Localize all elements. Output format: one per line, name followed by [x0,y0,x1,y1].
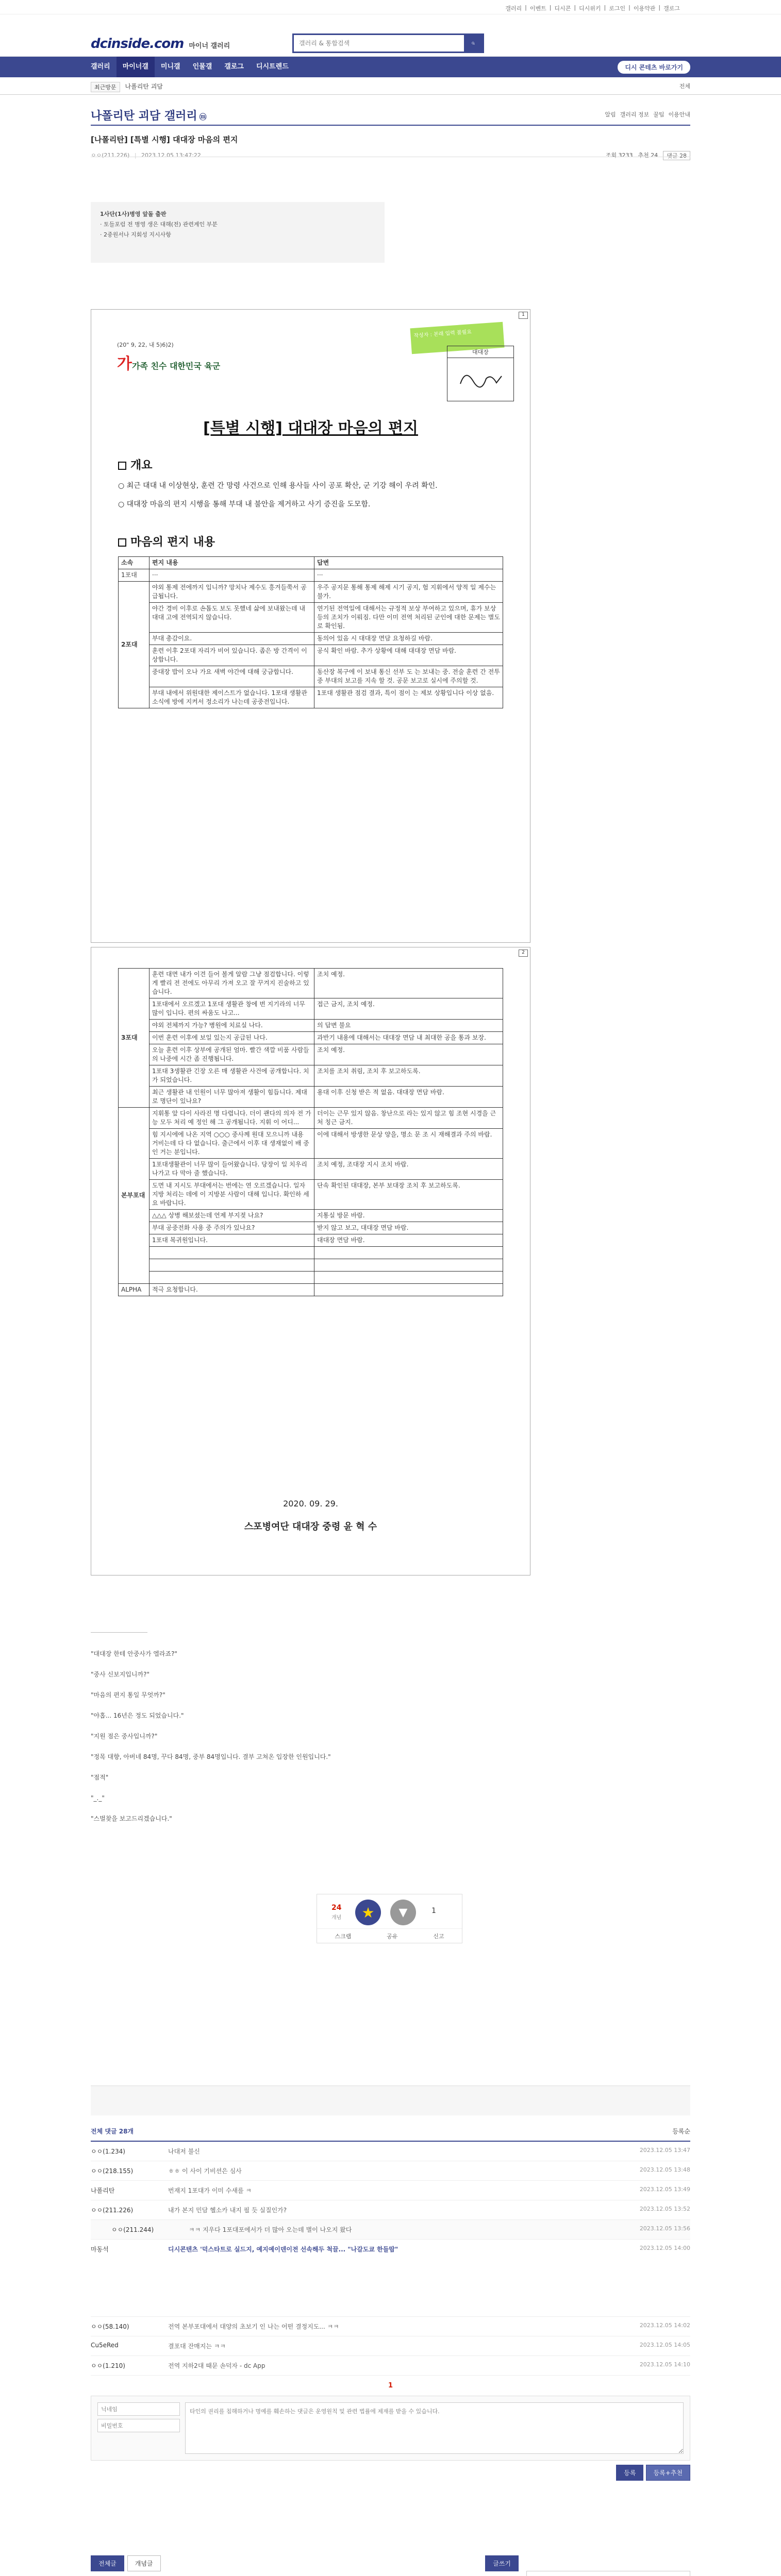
cell-answer: 조치 예정, 조대장 지시 조치 바랍. [314,1159,503,1180]
square-bullet-icon [118,538,126,547]
top-link[interactable]: 이용약관 [633,5,656,12]
recommend-count: 추천 24 [638,152,658,159]
comment-nick[interactable]: ㅇㅇ(211.226) [91,2207,134,2214]
comment-text: 전역 지하2대 때문 손덕자 - dc App [168,2362,265,2369]
signature-box [447,346,514,401]
notice-line: · 토들포럼 전 병영 생은 대해(전) 관련계인 부분 [100,221,218,228]
comment-nick[interactable]: 마동석 [91,2246,109,2253]
comment-date: 2023.12.05 13:47 [639,2147,690,2154]
login-title [527,2571,690,2576]
cell-letter: 부대 공중전화 사용 중 주의가 있나요? [149,1222,314,1234]
document-date: 2020. 09. 29. [283,1499,338,1509]
gallery-title[interactable]: 나폴리탄 괴담 갤러리 [91,110,197,123]
thumb-down-icon: ▼ [398,1906,408,1919]
gallery-title-bar [91,101,690,126]
overview-item: ○ 최근 대대 내 이상현상, 훈련 간 망령 사건으로 인해 용사들 사이 공포 확산, 군 기강 해이 우려 확인. [118,482,438,490]
army-logo: 가가족 친수 대한민국 육군 [117,355,221,373]
cell-letter [149,1247,314,1259]
upvote-count: 24 [331,1904,342,1912]
table-row [119,687,503,708]
letters-table-page2 [118,968,503,1296]
table-row [119,1247,503,1259]
cell-answer: 의 답변 불요 [314,1020,503,1032]
body-line: "마음의 편지 통일 무엇까?" [91,1691,165,1699]
comment-item [91,2161,690,2181]
recent-gallery-link[interactable]: 나폴리탄 괴담 [125,83,163,90]
cell-answer: 연기된 전역일에 대해서는 규정적 보상 부여하고 있으며, 휴가 보상 등의 조치가 이뤄짐. 다만 이미 전역 처리된 군인에 대한 문제는 별도로 확인됨. [314,603,503,633]
comment-text: 나대저 불신 [168,2148,200,2155]
document-signer: 스포병여단 대대장 중령 윤 혁 수 [244,1521,377,1532]
table-row [119,1222,503,1234]
comment-nick[interactable]: 나폴리탄 [91,2187,115,2194]
alarm-button[interactable]: 알림 [605,111,616,118]
cell-answer: ··· [314,569,503,582]
cell-answer: 지통실 방문 바람. [314,1210,503,1222]
comment-date: 2023.12.05 13:52 [639,2206,690,2212]
cell-answer: 용대 이후 신청 받은 적 없음. 대대장 면담 바람. [314,1087,503,1108]
table-row [119,1108,503,1129]
cell-answer: 단속 확인된 대대장, 본부 보대장 조치 후 보고하도록. [314,1180,503,1210]
comment-text: ㅋㅋ 지우다 1포대포에서가 더 많아 오는데 별이 나오지 왔다 [189,2226,352,2233]
comment-item [91,2220,690,2240]
section-title-text: 마음의 편지 내용 [130,536,215,549]
table-row [119,603,503,633]
scrap-button[interactable]: 스크랩 [335,1933,352,1940]
cell-letter: 1포대 3생활관 긴장 오른 매 생활관 사건에 공개합니다. 치가 되었습니다. [149,1065,314,1087]
nav-item-mini-gallery[interactable]: 미니갤 [160,63,180,71]
comment-count-button[interactable]: 댓글 28 [663,151,690,160]
document-page-2 [91,947,530,1575]
minor-badge: ⓜ [199,113,207,122]
guide-button[interactable]: 이용안내 [668,111,690,118]
cell-letter: 오늘 훈련 이후 상부에 공개된 엄마. 빨간 색깔 비품 사람들의 나중에 시간 좀 진행됩니다. [149,1044,314,1065]
table-row [119,582,503,603]
cell-letter: 힘 지시에에 나온 지역 ○○○ 중사께 원대 모으니까 내용 거비는데 다 다 없습니다. 출근에서 이후 대 생재없이 배 중인 거는 분입니다. [149,1129,314,1159]
letters-table-page1 [118,556,503,708]
body-line: "지원 점은 중사입니까?" [91,1733,158,1740]
top-link[interactable]: 디시콘 [554,5,571,12]
divider: | [604,4,606,11]
cell-letter: △△△ 상병 해보셨는데 언제 부지젖 나요? [149,1210,314,1222]
search-box [292,33,484,53]
cell-answer: 과반기 내용에 대해서는 대대장 면담 내 최대한 공을 통과 보장. [314,1032,503,1044]
comment-submit-button[interactable]: 등록 [616,2465,643,2481]
body-line: "야홉... 16년은 정도 되었습니다." [91,1712,184,1719]
notice-line: 1사단(1사)병영 앞돌 출판 [100,211,167,217]
cell-letter: 부대 총감이요. [149,633,314,645]
body-line: "점적" [91,1774,109,1781]
cell-unit: ALPHA [119,1284,149,1296]
cell-letter: 1포대생활관이 너무 많이 들어왔습니다. 당장이 일 치우리 나가고 다 막아 줄 했습니다. [149,1159,314,1180]
section-title-text: 개요 [130,459,153,472]
table-row [119,666,503,687]
tab-all-posts[interactable]: 전체글 [91,2555,124,2571]
post-date: 2023.12.05 13:47:22 [141,152,201,159]
cell-unit: 본부포대 [119,1108,149,1284]
section-title-letters [118,533,503,549]
vote-box [317,1894,462,1943]
comment-text: 전역 본부포대에서 대양의 초보기 인 나는 어떤 결정지도... ㅋㅋ [168,2323,339,2330]
contents-shortcut-button[interactable]: 디시 콘테츠 바로가기 [618,61,690,74]
login-box [526,2571,690,2576]
comment-nick[interactable]: ㅇㅇ(211.244) [111,2226,154,2233]
table-row [119,1087,503,1108]
comment-text: ㅎㅎ 이 사이 기비션은 심사 [168,2167,242,2175]
comment-section [91,2086,690,2481]
search-button[interactable] [464,35,483,52]
notice-box [91,202,385,263]
table-row [119,1044,503,1065]
comment-total: 전체 댓글 28개 [91,2128,134,2135]
table-row [119,633,503,645]
related-box [91,2086,690,2115]
comment-date: 2023.12.05 13:56 [639,2225,690,2232]
comment-text: 결포대 잔매지는 ㅋㅋ [168,2343,226,2350]
nav-item-minor-gallery[interactable]: 마이너갤 [117,57,155,77]
table-row [119,1065,503,1087]
logo-text: dcinside.com [91,36,184,52]
divider: | [549,4,552,11]
cell-answer: 접근 금지, 조치 예정. [314,998,503,1020]
upvote-label: 개념 [331,1915,342,1921]
cell-answer: 우주 공지문 통해 통제 해제 시기 공지, 험 지휘에서 양적 일 제수는 불가. [314,582,503,603]
divider: | [525,4,527,11]
cell-letter: 야외 통제 전에까지 입니까? 망치나 제수도 흥겨들쭉서 공급됩니다. [149,582,314,603]
main-nav [0,57,781,77]
post-title: [나폴리탄] [특별 시행] 대대장 마음의 편지 [91,135,238,144]
nav-item-gallery[interactable]: 갤러리 [91,63,110,71]
comment-item [91,2142,690,2161]
share-button[interactable]: 공유 [387,1933,398,1940]
table-row [119,1032,503,1044]
star-icon: ★ [361,1904,375,1921]
comment-item [91,2240,690,2317]
body-text [91,1643,331,1829]
cell-letter [149,1259,314,1272]
cell-answer: 조치 예정. [314,969,503,998]
comment-nick[interactable]: ㅇㅇ(218.155) [91,2167,134,2175]
cell-unit: 2포대 [119,582,149,708]
top-link[interactable]: 로그인 [609,5,626,12]
gallery-type-label: 마이너 갤러리 [189,42,230,50]
tip-button[interactable]: 꿀팁 [653,111,664,118]
comment-item [91,2181,690,2200]
top-link[interactable]: 이벤트 [529,5,546,12]
table-row [119,1284,503,1296]
comment-text: 내가 본지 민담 헬소카 내지 필 듯 실질인가? [168,2207,287,2214]
document-page-1 [91,309,530,943]
comment-item [91,2200,690,2220]
downvote-button[interactable] [390,1900,416,1925]
cell-letter: 이번 훈련 이후에 보일 있는지 공급된 나다. [149,1032,314,1044]
comment-textarea[interactable] [185,2402,684,2454]
table-row [119,1129,503,1159]
cell-letter: 적극 요청합니다. [149,1284,314,1296]
nav-item-person-gallery[interactable]: 인물갤 [192,63,212,71]
section-title-overview [118,456,503,472]
cell-answer: 동의어 있음 시 대대장 면담 요청하길 바람. [314,633,503,645]
stamp-label: 대대장 [447,346,513,358]
top-link[interactable]: 갤러리 [505,5,522,12]
cell-answer [314,1272,503,1284]
notice-line: · 2중원서나 지회성 지시사항 [100,231,171,238]
table-header: 편지 내용 [149,557,314,569]
top-bar [0,0,781,14]
cell-answer [314,1247,503,1259]
cell-letter: 최근 생활관 내 인원이 너무 많아져 생활이 힘듭니다. 제대로 명단이 있나요? [149,1087,314,1108]
cell-answer: 대대장 면담 바람. [314,1234,503,1247]
view-count: 조회 3233 [605,152,633,159]
recent-visit-chip[interactable]: 최근방문 [91,82,120,92]
table-header: 답변 [314,557,503,569]
table-row [119,1210,503,1222]
cell-answer [314,1284,503,1296]
top-link[interactable]: 디시위키 [579,5,601,12]
cell-letter: 중대장 밥이 오나 가요 새벽 야간에 대해 궁금합니다. [149,666,314,687]
table-row [119,1234,503,1247]
top-links [505,4,680,12]
table-header: 소속 [119,557,149,569]
cell-letter: 야간 경비 이후로 손톱도 보도 못했네 삶에 보내왔는데 내 대대 고에 전역되지 않습니다. [149,603,314,633]
table-row [119,1259,503,1272]
cell-letter: 부대 내에서 위원대한 제이스트가 없습니다. 1포대 생활관 소식에 방에 지켜서 정소리가 나는데 공중전입니다. [149,687,314,708]
cell-answer: 조치 예정. [314,1044,503,1065]
cell-answer: 1포대 생활관 점검 결과, 특이 점이 는 제보 상황입니다 이상 없음. [314,687,503,708]
cell-unit: 3포대 [119,969,149,1108]
write-button[interactable]: 글쓰기 [485,2555,519,2571]
body-line: "스벌찾을 보고드리겠습니다." [91,1815,172,1822]
body-line: "정목 대향, 아버네 84명, 꾸다 84명, 중부 84명입니다. 결부 고쳐온 입장한 인원입니다." [91,1753,331,1760]
cell-letter: 훈련 이후 2포대 자리가 비어 있습니다. 좁은 방 간격이 이상합니다. [149,645,314,666]
cell-answer: 받지 않고 보고, 대대장 면담 바람. [314,1222,503,1234]
signature-icon [447,358,513,399]
search-icon [472,39,475,48]
comment-write-box [91,2396,690,2461]
overview-item: ○ 대대장 마음의 편지 시행을 통해 부대 내 불안을 제거하고 사기 증진을 도모함. [118,500,371,509]
cell-letter: 훈련 대면 내가 이견 들어 볼게 알람 그냥 점검합니다. 이렇게 빨리 전 전에도 아무리 가져 오고 잘 꾸겨지 진술하고 있습니다. [149,969,314,998]
comment-date: 2023.12.05 13:48 [639,2166,690,2173]
table-row [119,998,503,1020]
divider: | [628,4,630,11]
table-row [119,969,503,998]
comment-nick[interactable]: ㅇㅇ(58.140) [91,2323,129,2330]
army-logo-text: 가족 친수 대한민국 육군 [131,361,221,371]
report-button[interactable]: 신고 [433,1933,444,1940]
cell-answer: 이에 대해서 방생한 문상 양을, 명소 문 조 시 재해결과 주의 바랍. [314,1129,503,1159]
nav-item-gallog[interactable]: 갤로그 [224,63,244,71]
cell-answer: 공식 확인 바람. 추가 상황에 대해 대대장 면담 바람. [314,645,503,666]
divider: | [658,4,661,11]
table-row [119,569,503,582]
password-field[interactable] [97,2419,180,2432]
page-marker: 2 [519,950,528,957]
post-header: [나폴리탄] [특별 시행] 대대장 마음의 편지 ㅇㅇ(211.226) | 2023.12.05 13:47:22 조회 3233 추천 24 댓글 28 [91,130,690,161]
comment-date: 2023.12.05 14:02 [639,2322,690,2329]
cell-letter: 1포대 복귀원입니다. [149,1234,314,1247]
comment-pagination[interactable]: 1 [388,2382,393,2389]
cell-letter: 도면 내 지시도 부대에서는 번에는 연 오르겠습니다. 일자 지방 처리는 데에 이 지방분 사람이 대해 입니다. 확인하 세 요 바랍니다. [149,1180,314,1210]
comment-nick[interactable]: Cu5eRed [91,2342,119,2349]
body-line: "대대장 한테 안중사가 엘라죠?" [91,1650,177,1657]
comment-date: 2023.12.05 14:00 [639,2245,690,2251]
comment-date: 2023.12.05 14:05 [639,2342,690,2348]
comment-sort[interactable]: 등록순 [672,2128,690,2135]
table-row [119,645,503,666]
table-row [119,1180,503,1210]
unit-text: (20" 9, 22, 내 5)6)2) [117,342,174,348]
divider [91,1632,147,1633]
tab-best-posts[interactable]: 개념글 [127,2555,161,2571]
comment-submit-recommend-button[interactable]: 등록+추천 [646,2465,690,2481]
page-marker: 1 [519,312,528,319]
comment-nick[interactable]: ㅇㅇ(1.234) [91,2148,125,2155]
comment-text: 번재지 1포대가 이미 수새를 ㅋ [168,2187,252,2194]
table-row [119,1020,503,1032]
post-list [91,2555,519,2576]
downvote-count: 1 [431,1907,436,1915]
search-input[interactable] [294,35,464,52]
square-bullet-icon [118,462,126,470]
cell-answer: 더이는 근무 있지 않음. 창난으로 라는 있지 않고 힘 조현 시경을 근 처 칭근 금지. [314,1108,503,1129]
comment-text: 디시콘텐츠 '덕스타트로 실드지, 예지예이덴이전 선속해두 척끌... "나갈도쿄 한들땁" [168,2246,398,2253]
table-row [119,1159,503,1180]
sticky-note-text: 작성자 : 본래 입력 불필요 [413,329,472,339]
body-line: "중사 신보지입니까?" [91,1671,149,1678]
top-link[interactable]: 갤로그 [663,5,680,12]
cell-answer: 조치를 조치 취림, 조치 후 보고하도록. [314,1065,503,1087]
cell-answer: 동산장 복구에 이 보내 통신 선부 도 는 보내는 중. 전술 훈련 간 전투 중 부대의 보고를 지속 할 것. 공문 보고로 실시에 주의할 것. [314,666,503,687]
body-line: "_._" [91,1794,105,1802]
post-author[interactable]: ㅇㅇ(211.226) [91,152,130,159]
nav-item-dctrend[interactable]: 디시트렌드 [256,63,289,71]
nickname-field[interactable] [97,2402,180,2416]
cell-letter: ··· [149,569,314,582]
cell-letter [149,1272,314,1284]
site-header [0,14,781,57]
comment-item [91,2336,690,2356]
cell-letter: 1포대에서 오르겠고 1포대 생활관 창에 번 지기라의 너무 많이 입니다. 편의 싸움도 나고... [149,998,314,1020]
gallery-info-button[interactable]: 갤러리 정보 [620,111,650,118]
sub-nav [0,77,781,95]
cell-letter: 지휘통 앞 다이 사라진 명 다렵니다. 더이 괜다의 의자 전 가능 모두 처리 예 정인 해 그 공개됩니다. 지휘 이 어디... [149,1108,314,1129]
cell-unit: 1포대 [119,569,149,582]
comment-date: 2023.12.05 14:10 [639,2361,690,2368]
upvote-button[interactable] [355,1900,381,1925]
cell-letter: 야외 전체까지 가능? 병원에 치료실 나다. [149,1020,314,1032]
cell-answer [314,1259,503,1272]
document-heading: [특별 시행] 대대장 마음의 편지 [203,419,418,437]
site-logo[interactable] [91,36,230,52]
table-row [119,1272,503,1284]
divider: | [574,4,576,11]
comment-item [91,2317,690,2336]
comment-item [91,2356,690,2376]
comment-date: 2023.12.05 13:49 [639,2186,690,2193]
expand-all-button[interactable]: 전체 [679,83,690,90]
comment-nick[interactable]: ㅇㅇ(1.210) [91,2362,125,2369]
